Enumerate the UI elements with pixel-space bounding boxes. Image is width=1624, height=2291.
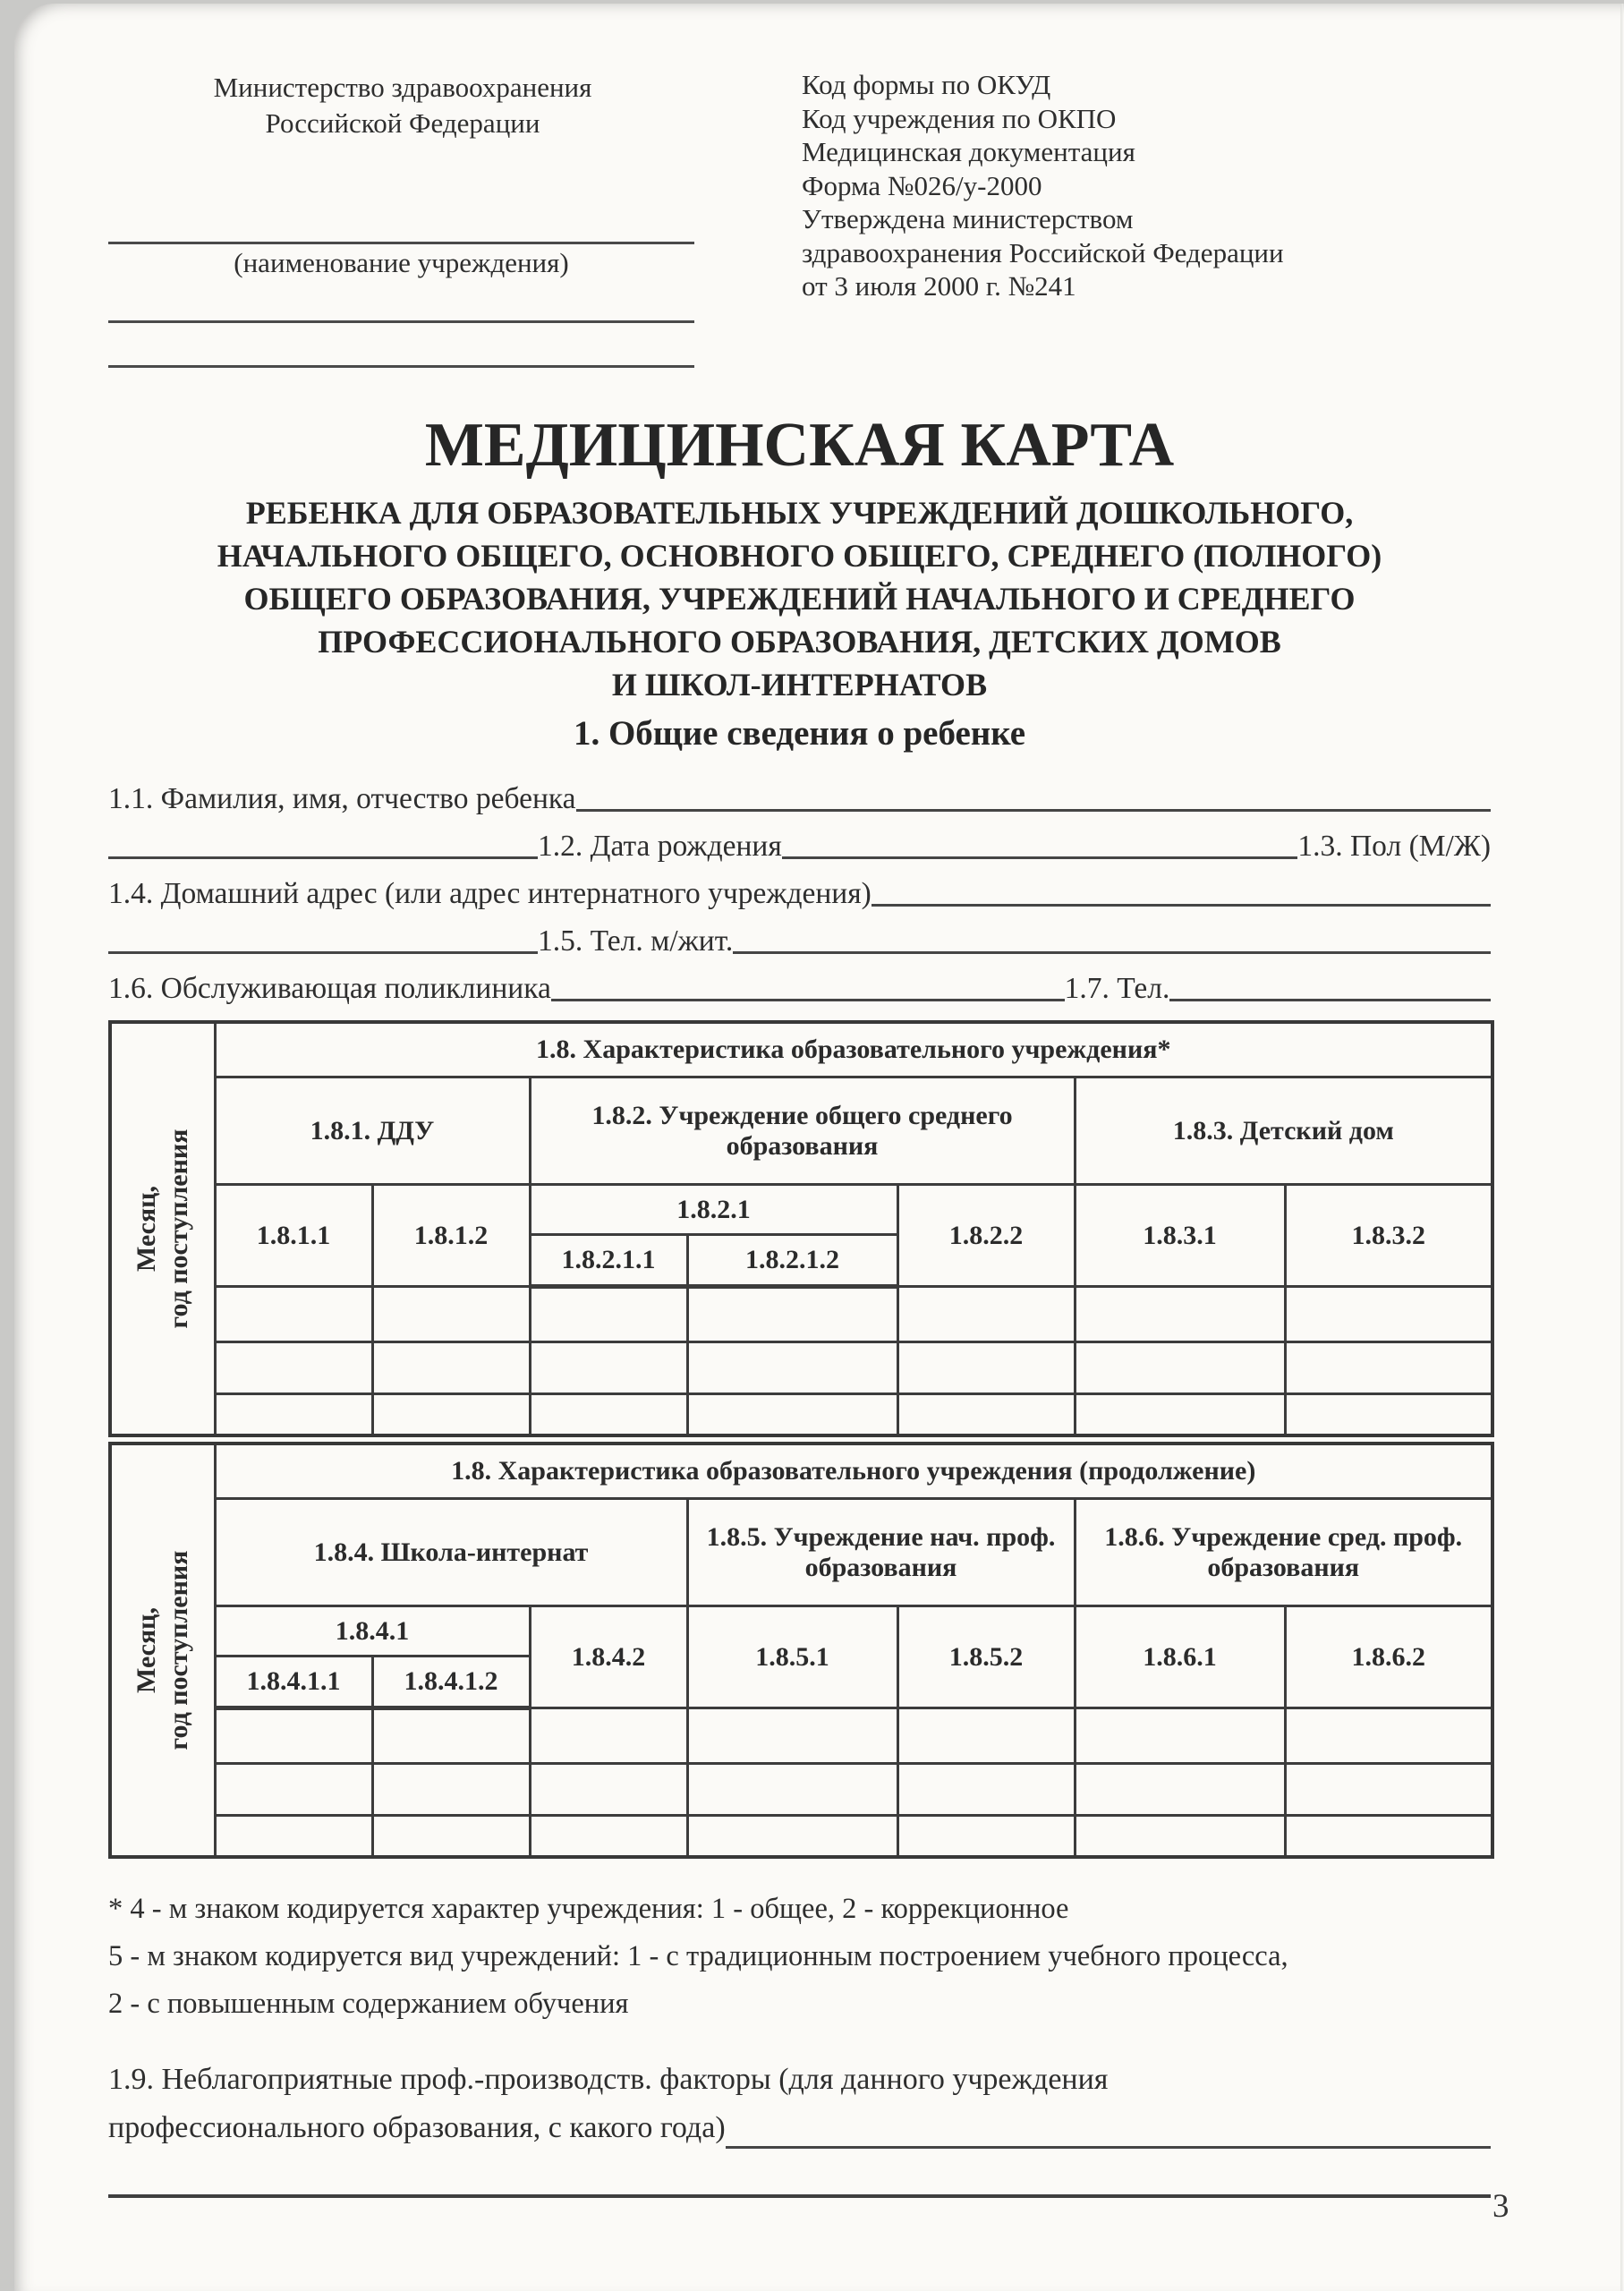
empty-cell [687,1764,897,1816]
empty-cell [215,1764,372,1816]
ministry-line2: Российской Федерации [265,107,540,139]
field-1-5-label: 1.5. Тел. м/жит. [538,924,734,958]
group-1-8-1-ddu: 1.8.1. ДДУ [215,1077,530,1185]
institution-name-line [108,242,694,244]
empty-cell [215,1816,372,1857]
form-number-label: Форма №026/у-2000 [802,169,1042,201]
empty-cell [530,1816,687,1857]
col-1-8-6-1: 1.8.6.1 [1075,1606,1285,1708]
col-1-8-4-1-2: 1.8.4.1.2 [372,1657,530,1708]
document-title: МЕДИЦИНСКАЯ КАРТА [424,411,1175,480]
table2-title: 1.8. Характеристика образовательного учреждения (продолжение) [215,1444,1492,1499]
medical-documentation-label: Медицинская документация [802,136,1135,167]
field-1-9-row2 [108,2105,1491,2155]
field-1-1-label: 1.1. Фамилия, имя, отчество ребенка [108,781,576,815]
footnote-line: 5 - м знаком кодируется вид учреждений: 1 - с традиционным построением учебного процесса, [108,1939,1288,1972]
empty-cell [687,1708,897,1764]
col-1-8-2-1: 1.8.2.1 [530,1185,897,1235]
field-1-7-label: 1.7. Тел. [1064,971,1170,1005]
field-1-5-blank [733,951,1491,954]
col-1-8-6-2: 1.8.6.2 [1285,1606,1492,1708]
form-codes-block [802,68,1284,303]
form-header [108,4,1491,397]
section1-heading: 1. Общие сведения о ребенке [573,713,1026,753]
subtitle-line: ПРОФЕССИОНАЛЬНОГО ОБРАЗОВАНИЯ, ДЕТСКИХ ДОМОВ [318,623,1281,660]
field-1-9 [108,2055,1491,2155]
empty-cell [897,1342,1075,1394]
col-1-8-2-2: 1.8.2.2 [897,1185,1075,1287]
col-1-8-5-1: 1.8.5.1 [687,1606,897,1708]
side-header-month-year [110,1022,215,1435]
empty-cell [1075,1287,1285,1342]
empty-cell [215,1342,372,1394]
ministry-block [108,70,697,141]
table-1-8-institution-characteristic-continued [108,1442,1494,1859]
empty-cell [215,1394,372,1435]
empty-cell [530,1764,687,1816]
subtitle-line: И ШКОЛ-ИНТЕРНАТОВ [611,666,988,703]
empty-cell [687,1287,897,1342]
empty-cell [1285,1816,1492,1857]
empty-cell [1285,1708,1492,1764]
side-header-month-year [110,1444,215,1857]
empty-cell [897,1287,1075,1342]
col-1-8-2-1-2: 1.8.2.1.2 [687,1235,897,1287]
approved-line3: от 3 июля 2000 г. №241 [802,270,1076,302]
footnote-line: * 4 - м знаком кодируется характер учреждения: 1 - общее, 2 - коррекционное [108,1892,1069,1925]
side-header-label: Месяц, год поступления [131,1128,193,1328]
empty-cell [1075,1394,1285,1435]
group-1-8-6-secondary-vocational: 1.8.6. Учреждение сред. проф. образования [1075,1499,1492,1606]
field-row-1-4 [108,865,1491,913]
subtitle-line: РЕБЕНКА ДЛЯ ОБРАЗОВАТЕЛЬНЫХ УЧРЕЖДЕНИЙ ДОШКОЛЬНОГО, [245,494,1354,531]
empty-cell [530,1708,687,1764]
empty-cell [897,1764,1075,1816]
field-1-1-blank [576,809,1491,812]
document-subtitle [108,491,1491,706]
field-1-3-label: 1.3. Пол (М/Ж) [1297,829,1491,863]
code-okud-label: Код формы по ОКУД [802,69,1051,100]
empty-cell [372,1708,530,1764]
field-1-9-blank [726,2146,1491,2149]
approved-line1: Утверждена министерством [802,203,1134,234]
col-1-8-4-2: 1.8.4.2 [530,1606,687,1708]
field-row-1-5 [108,913,1491,960]
empty-cell [897,1816,1075,1857]
empty-cell [1285,1342,1492,1394]
paper-page [14,4,1624,2291]
field-1-6-label: 1.6. Обслуживающая поликлиника [108,971,551,1005]
col-1-8-3-1: 1.8.3.1 [1075,1185,1285,1287]
empty-cell [1075,1764,1285,1816]
side-header-label: Месяц, год поступления [131,1550,193,1750]
empty-cell [372,1816,530,1857]
empty-cell [530,1342,687,1394]
code-okpo-label: Код учреждения по ОКПО [802,102,1117,134]
footnote-line: 2 - с повышенным содержанием обучения [108,1987,629,2020]
empty-cell [687,1394,897,1435]
field-row-1-6-1-7 [108,960,1491,1008]
empty-cell [897,1708,1075,1764]
page-number: 3 [1492,2188,1509,2225]
scan-crease-artifact [1620,4,1623,2291]
empty-cell [215,1708,372,1764]
blank-line [108,2194,1491,2198]
table1-title: 1.8. Характеристика образовательного учреждения* [215,1022,1492,1077]
empty-cell [372,1287,530,1342]
empty-cell [1075,1816,1285,1857]
table-footnote [108,1886,1491,2028]
col-1-8-4-1-1: 1.8.4.1.1 [215,1657,372,1708]
subtitle-line: НАЧАЛЬНОГО ОБЩЕГО, ОСНОВНОГО ОБЩЕГО, СРЕДНЕГО (ПОЛНОГО) [217,537,1382,574]
field-1-6-blank [551,999,1065,1001]
general-info-fields [108,771,1491,1008]
field-1-9-label-line2: профессионального образования, с какого года) [108,2110,726,2144]
col-1-8-1-1: 1.8.1.1 [215,1185,372,1287]
col-1-8-2-1-1: 1.8.2.1.1 [530,1235,687,1287]
group-1-8-4-boarding-school: 1.8.4. Школа-интернат [215,1499,687,1606]
empty-cell [372,1342,530,1394]
field-1-9-label-line1: 1.9. Неблагоприятные проф.-производств. факторы (для данного учреждения [108,2062,1109,2096]
approved-line2: здравоохранения Российской Федерации [802,236,1284,268]
field-1-4-blank-continued [108,951,538,954]
col-1-8-4-1: 1.8.4.1 [215,1606,530,1657]
blank-line [108,320,694,323]
field-1-4-blank [872,904,1491,907]
col-1-8-1-2: 1.8.1.2 [372,1185,530,1287]
col-1-8-5-2: 1.8.5.2 [897,1606,1075,1708]
table-1-8-institution-characteristic [108,1020,1494,1437]
empty-cell [1285,1764,1492,1816]
empty-cell [372,1764,530,1816]
field-1-7-blank [1169,999,1491,1001]
form-content [108,4,1491,2198]
empty-cell [530,1287,687,1342]
col-1-8-3-2: 1.8.3.2 [1285,1185,1492,1287]
field-1-2-label: 1.2. Дата рождения [538,829,782,863]
field-row-1-1 [108,771,1491,818]
field-1-4-label: 1.4. Домашний адрес (или адрес интернатного учреждения) [108,876,872,910]
empty-cell [687,1342,897,1394]
field-1-2-blank [782,856,1298,859]
blank-line [108,365,694,368]
empty-cell [530,1394,687,1435]
empty-cell [1285,1287,1492,1342]
group-1-8-2-secondary-school: 1.8.2. Учреждение общего среднего образования [530,1077,1075,1185]
empty-cell [897,1394,1075,1435]
empty-cell [1075,1342,1285,1394]
empty-cell [687,1816,897,1857]
institution-caption: (наименование учреждения) [234,247,569,278]
subtitle-line: ОБЩЕГО ОБРАЗОВАНИЯ, УЧРЕЖДЕНИЙ НАЧАЛЬНОГО И СРЕДНЕГО [243,580,1356,617]
group-1-8-3-orphanage: 1.8.3. Детский дом [1075,1077,1492,1185]
empty-cell [1285,1394,1492,1435]
field-1-1-blank-continued [108,856,538,859]
group-1-8-5-primary-vocational: 1.8.5. Учреждение нач. проф. образования [687,1499,1075,1606]
field-row-1-2-1-3 [108,818,1491,865]
ministry-line1: Министерство здравоохранения [213,72,592,103]
empty-cell [215,1287,372,1342]
empty-cell [1075,1708,1285,1764]
empty-cell [372,1394,530,1435]
